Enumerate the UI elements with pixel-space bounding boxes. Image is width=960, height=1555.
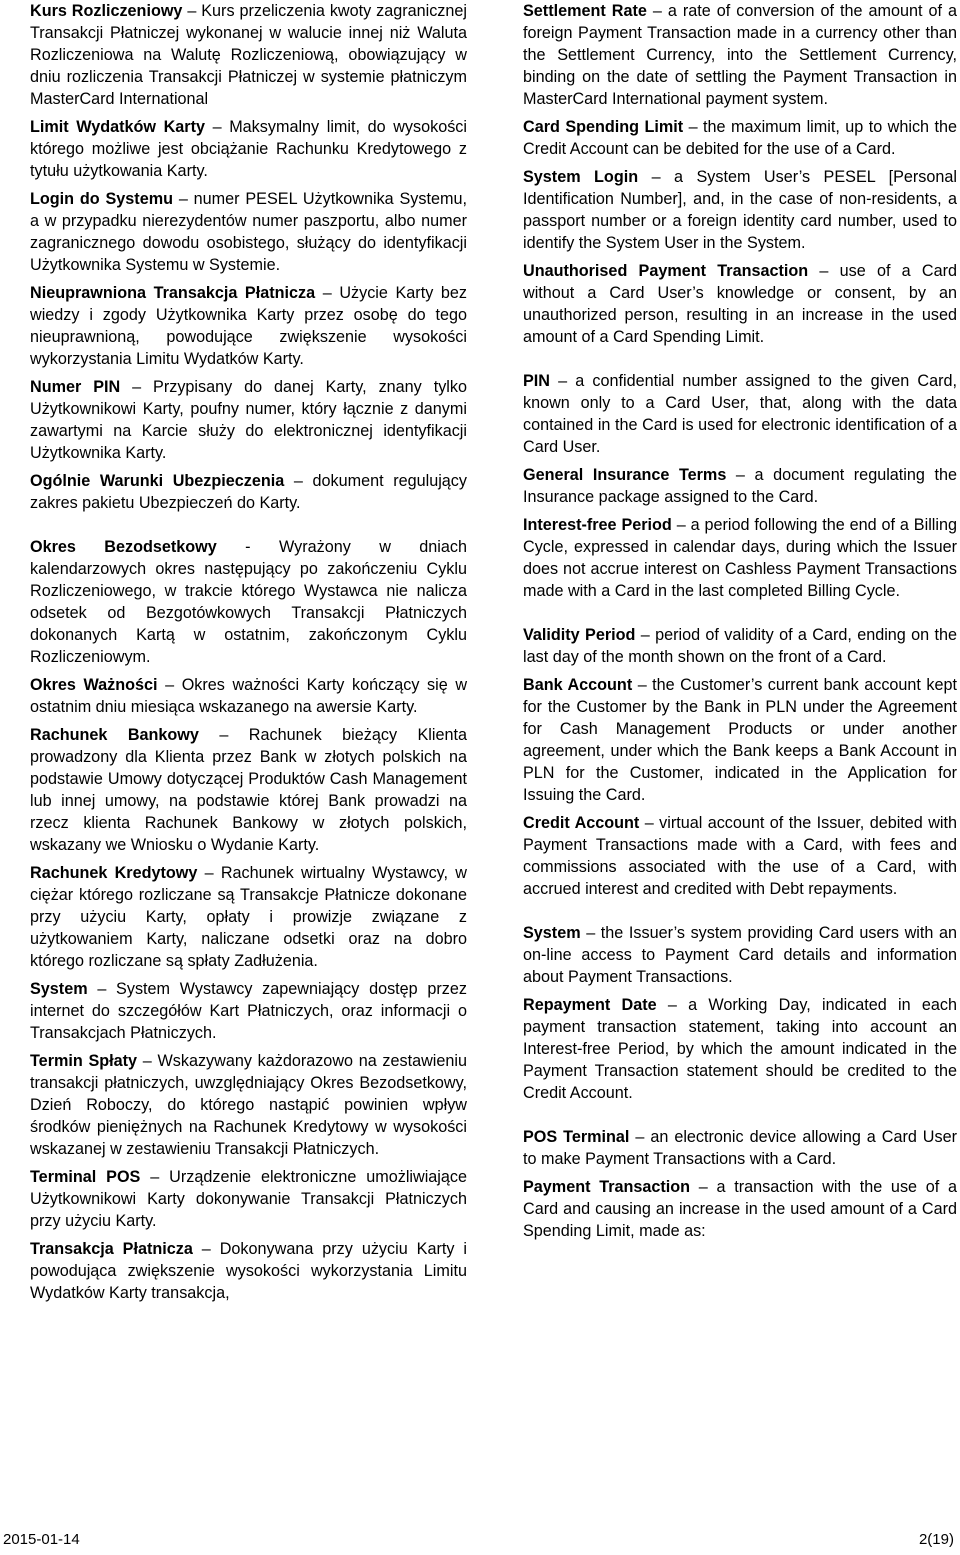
term: Ogólnie Warunki Ubezpieczenia [30,472,285,490]
definition: – Kurs przeliczenia kwoty zagranicznej Transakcji Płatniczej wykonanej w walucie innej niż Waluta Rozliczeniowa na Walutę Rozliczeniową, obowiązujący w dniu rozliczenia Transakcji Płatniczej w systemie płatniczym MasterCard International [30,2,468,108]
entry-unauthorised-payment [523,260,957,348]
entry-validity-period [523,624,957,668]
entry-rachunek-kredytowy [30,862,467,972]
term: Unauthorised Payment Transaction [523,262,809,280]
definition: – Urządzenie elektroniczne umożliwiające Użytkownikowi Karty dokonywanie Transakcji Płatniczych przy użyciu Karty. [30,1168,467,1230]
definition: – System Wystawcy zapewniający dostęp przez internet do szczegółów Kart Płatniczych, oraz informacji o Transakcjach Płatniczych. [30,980,467,1042]
definition: – a transaction with the use of a Card and causing an increase in the used amount of a Card Spending Limit, made as: [523,1178,957,1240]
term: Termin Spłaty [30,1052,138,1070]
entry-system [523,922,957,988]
term: Terminal POS [30,1168,141,1186]
entry-limit-wydatkow-karty [30,116,467,182]
entry-general-insurance-terms [523,464,957,508]
entry-repayment-date [523,994,957,1104]
term: Settlement Rate [523,2,647,20]
term: Limit Wydatków Karty [30,118,205,136]
term: Nieuprawniona Transakcja Płatnicza [30,284,316,302]
entry-interest-free-period [523,514,957,602]
definition: – Wskazywany każdorazowo na zestawieniu transakcji płatniczych, uwzględniający Okres Bezodsetkowy, Dzień Roboczy, do którego nastąpić powinien wpływ środków pieniężnych na Rachunek Kredytowy w wysokości wskazanej w zestawieniu Transakcji Płatniczych. [30,1052,468,1158]
term: Validity Period [523,626,636,644]
entry-okres-bezodsetkowy [30,536,467,668]
term: Okres Bezodsetkowy [30,538,217,556]
term: Transakcja Płatnicza [30,1240,193,1258]
term: Bank Account [523,676,633,694]
term: Interest-free Period [523,516,672,534]
entry-bank-account [523,674,957,806]
definition: – a rate of conversion of the amount of a foreign Payment Transaction made in a currency other than the Settlement Currency, into the Settlement Currency, binding on the date of settling the Payment Transaction in MasterCard International payment system. [523,2,957,108]
entry-nieuprawniona-transakcja [30,282,467,370]
entry-system-login [523,166,957,254]
footer-page-number: 2(19) [918,1531,954,1548]
definition: – period of validity of a Card, ending on the last day of the month shown on the front of a Card. [523,626,957,666]
entry-settlement-rate [523,0,957,110]
term: General Insurance Terms [523,466,727,484]
entry-system [30,978,467,1044]
entry-card-spending-limit [523,116,957,160]
entry-terminal-pos [30,1166,467,1232]
definition: – a Working Day, indicated in each payment transaction statement, taking into account an Interest-free Period, by which the amount indicated in the Payment Transaction statement should be credited to the Credit Account. [523,996,957,1102]
term: Numer PIN [30,378,121,396]
definition: – a System User’s PESEL [Personal Identification Number], and, in the case of non-residents, a passport number or a foreign identity card number, used to identify the System User in the System. [523,168,957,252]
definition: – the maximum limit, up to which the Credit Account can be debited for the use of a Card. [523,118,958,158]
entry-termin-splaty [30,1050,467,1160]
definition: – use of a Card without a Card User’s knowledge or consent, by an unauthorized person, resulting in an increase in the used amount of a Card Spending Limit. [523,262,958,346]
definition: – Dokonywana przy użyciu Karty i powodująca zwiększenie wysokości wykorzystania Limitu Wydatków Karty transakcja, [30,1240,467,1302]
definition: – numer PESEL Użytkownika Systemu, a w przypadku nierezydentów numer paszportu, albo numer zagranicznego dowodu osobistego, służący do identyfikacji Użytkownika Systemu w Systemie. [30,190,467,274]
footer-date: 2015-01-14 [3,1531,80,1548]
definition: – virtual account of the Issuer, debited with Payment Transactions made with a Card, with fees and commissions associated with the use of a Card, with accrued interest and credited with Debt repayments. [523,814,957,898]
definition: – Okres ważności Karty kończący się w ostatnim dniu miesiąca wskazanego na awersie Karty. [30,676,468,716]
term: Rachunek Kredytowy [30,864,198,882]
term: System Login [523,168,639,186]
definition: – a confidential number assigned to the given Card, known only to a Card User, that, along with the data contained in the Card is used for electronic identification of a Card User. [523,372,957,456]
term: Card Spending Limit [523,118,684,136]
term: PIN [523,372,550,390]
entry-ogolnie-warunki [30,470,467,514]
term: Kurs Rozliczeniowy [30,2,183,20]
term: Credit Account [523,814,640,832]
term: POS Terminal [523,1128,630,1146]
left-column-polish [30,0,467,1310]
definition: – Użycie Karty bez wiedzy i zgody Użytkownika Karty przez osobę do tego nieuprawnioną, powodujące zwiększenie wysokości wykorzystania Limitu Wydatków Karty. [30,284,467,368]
definition: – Rachunek bieżący Klienta prowadzony dla Klienta przez Bank w złotych polskich na podstawie Umowy dotyczącej Produktów Cash Management lub innej umowy, na podstawie której Bank prowadzi na rzecz klienta Rachunek Bankowy w złotych polskich, wskazany we Wniosku o Wydanie Karty. [30,726,467,854]
right-column-english [523,0,957,1248]
entry-credit-account [523,812,957,900]
entry-login-do-systemu [30,188,467,276]
term: System [523,924,581,942]
entry-numer-pin [30,376,467,464]
definition: – a document regulating the Insurance package assigned to the Card. [523,466,957,506]
term: Rachunek Bankowy [30,726,199,744]
term: Repayment Date [523,996,657,1014]
entry-rachunek-bankowy [30,724,467,856]
definition: – Rachunek wirtualny Wystawcy, w ciężar którego rozliczane są Transakcje Płatnicze dokonane przy użyciu Karty, opłaty i prowizje związane z użytkowaniem Karty, naliczane odsetki oraz na dobro którego rozliczane są spłaty Zadłużenia. [30,864,467,970]
definition: – the Issuer’s system providing Card users with an on-line access to Payment Card details and information about Payment Transactions. [523,924,957,986]
entry-transakcja-platnicza [30,1238,467,1304]
definition: – Maksymalny limit, do wysokości którego możliwe jest obciążanie Rachunku Kredytowego z tytułu użytkowania Karty. [30,118,467,180]
entry-payment-transaction [523,1176,957,1242]
entry-kurs-rozliczeniowy [30,0,467,110]
entry-okres-waznosci [30,674,467,718]
term: System [30,980,88,998]
term: Login do Systemu [30,190,173,208]
term: Payment Transaction [523,1178,691,1196]
definition: – Przypisany do danej Karty, znany tylko Użytkownikowi Karty, poufny numer, który łącznie z danymi zawartymi na Karcie służy do elektronicznej identyfikacji Użytkownika Karty. [30,378,467,462]
entry-pin [523,370,957,458]
definition: – an electronic device allowing a Card User to make Payment Transactions with a Card. [523,1128,957,1168]
definition: – a period following the end of a Billing Cycle, expressed in calendar days, during which the Issuer does not accrue interest on Cashless Payment Transactions made with a Card in the last completed Billing Cycle. [523,516,957,600]
entry-pos-terminal [523,1126,957,1170]
definition: - Wyrażony w dniach kalendarzowych okres następujący po zakończeniu Cyklu Rozliczeniowego, w trakcie którego Wystawca nie nalicza odsetek od Bezgotówkowych Transakcji Płatniczych dokonanych Kartą w ostatnim, zakończonym Cyklu Rozliczeniowym. [30,538,468,666]
definition: – dokument regulujący zakres pakietu Ubezpieczeń do Karty. [30,472,467,512]
term: Okres Ważności [30,676,158,694]
definition: – the Customer’s current bank account kept for the Customer by the Bank in PLN under the Agreement for Cash Management Products or under another agreement, under which the Bank keeps a Bank Account in PLN for the Customer, indicated in the Application for Issuing the Card. [523,676,957,804]
